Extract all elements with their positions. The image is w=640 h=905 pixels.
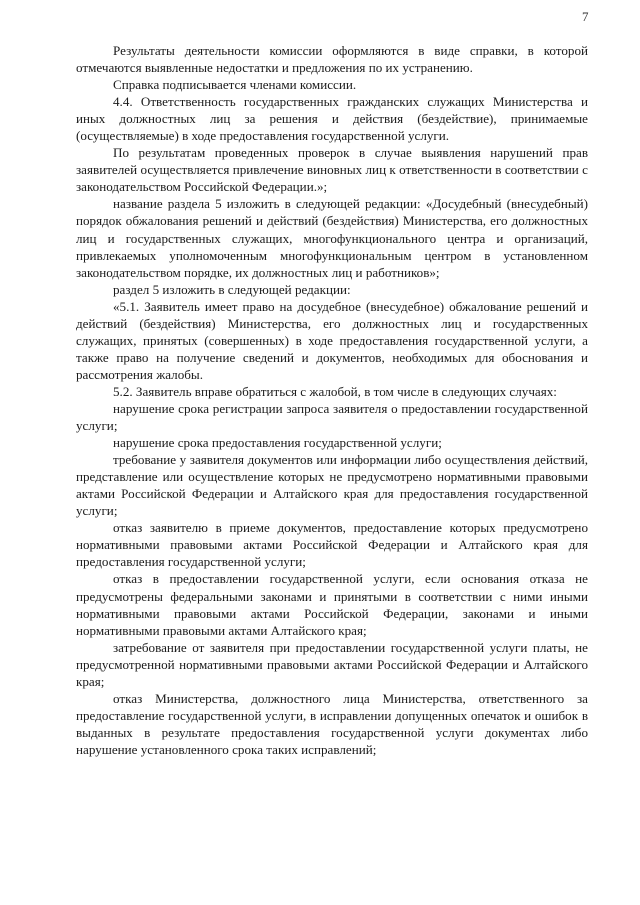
paragraph: 5.2. Заявитель вправе обратиться с жалобой, в том числе в следующих случаях: <box>113 383 557 399</box>
paragraph: нарушение срока предоставления государственной услуги; <box>113 435 442 451</box>
paragraph: затребование от заявителя при предоставлении государственной услуги платы, не предусмотренной нормативными правовыми актами Российской Федерации и Алтайского края; <box>76 639 588 689</box>
paragraph: Справка подписывается членами комиссии. <box>113 77 357 93</box>
paragraph: название раздела 5 изложить в следующей редакции: «Досудебный (внесудебный) порядок обжалования решений и действий (бездействия) Министерства, его должностных лиц и государственных служащих, многофункционального центра и организаций, привлекаемых уполномоченным многофункциональным центром в установленном законодательством порядке, их должностных лиц и работников»; <box>76 196 588 280</box>
paragraph: По результатам проведенных проверок в случае выявления нарушений прав заявителей осуществляется привлечение виновных лиц к ответственности в соответствии с законодательством Российской Федерации.»; <box>76 145 588 195</box>
page-number: 7 <box>582 9 589 24</box>
paragraph: отказ Министерства, должностного лица Министерства, ответственного за предоставление государственной услуги, в исправлении допущенных опечаток и ошибок в выданных в результате предоставления государственной услуги документах либо нарушение установленного срока таких исправлений; <box>76 690 588 757</box>
document-body <box>76 42 588 758</box>
paragraph: требование у заявителя документов или информации либо осуществления действий, представление или осуществление которых не предусмотрено нормативными правовыми актами Российской Федерации и Алтайского края для предоставления государственной услуги; <box>76 452 588 519</box>
paragraph: Результаты деятельности комиссии оформляются в виде справки, в которой отмечаются выявленные недостатки и предложения по их устранению. <box>76 43 588 76</box>
paragraph: отказ заявителю в приеме документов, предоставление которых предусмотрено нормативными правовыми актами Российской Федерации и Алтайского края для предоставления государственной услуги; <box>76 520 588 570</box>
paragraph: раздел 5 изложить в следующей редакции: <box>113 281 351 297</box>
paragraph: нарушение срока регистрации запроса заявителя о предоставлении государственной услуги; <box>76 400 588 434</box>
paragraph: 4.4. Ответственность государственных гражданских служащих Министерства и иных должностных лиц за решения и действия (бездействие), принимаемые (осуществляемые) в ходе предоставления государственной услуги. <box>76 94 588 144</box>
paragraph: «5.1. Заявитель имеет право на досудебное (внесудебное) обжалование решений и действий (бездействия) Министерства, его должностных лиц и государственных служащих, принятых (совершенных) в ходе предоставления государственной услуги, а также право на получение сведений и документов, необходимых для обоснования и рассмотрения жалобы. <box>76 298 588 382</box>
paragraph: отказ в предоставлении государственной услуги, если основания отказа не предусмотрены федеральными законами и принятыми в соответствии с ними иными нормативными правовыми актами Российской Федерации, законами и иными нормативными правовыми актами Алтайского края; <box>76 571 588 638</box>
